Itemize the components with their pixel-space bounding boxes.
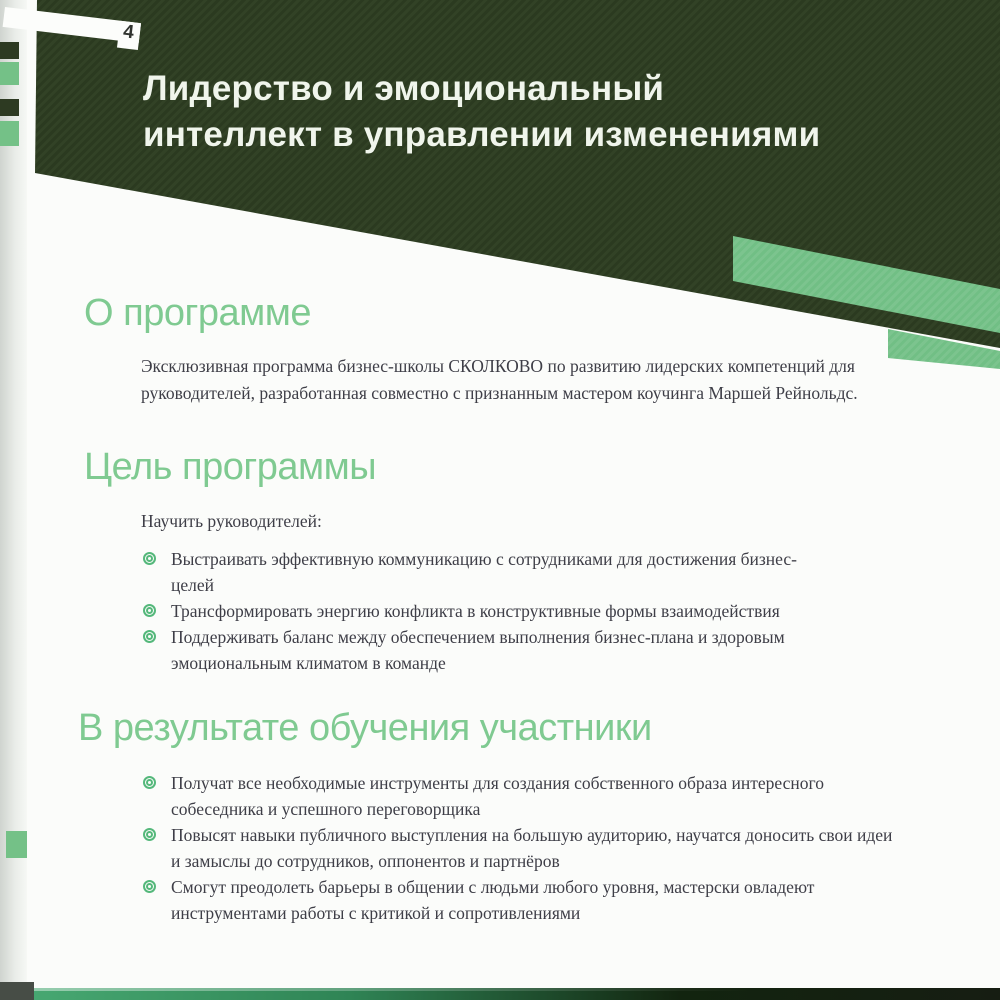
- bullet-target-icon: [143, 828, 156, 841]
- spine-stripe-light: [0, 62, 19, 85]
- bullet-target-icon: [143, 776, 156, 789]
- spine-stripe-dark: [0, 99, 19, 116]
- bottom-accent-bar: [0, 988, 1000, 1000]
- title-line-2: интеллект в управлении изменениями: [143, 115, 821, 154]
- goal-intro: Научить руководителей:: [141, 511, 322, 531]
- bullet-target-icon: [143, 880, 156, 893]
- bullet-item: [141, 598, 831, 624]
- bullet-target-icon: [143, 604, 156, 617]
- page-number: 4: [117, 21, 141, 50]
- bullet-item: [141, 546, 831, 598]
- bullet-text: Трансформировать энергию конфликта в конструктивные формы взаимодействия: [171, 601, 780, 621]
- spine-edge: [0, 0, 27, 1000]
- about-paragraph: Эксклюзивная программа бизнес-школы СКОЛКОВО по развитию лидерских компетенций для руководителей, разработанная совместно с признанным мастером коучинга Маршей Рейнольдс.: [141, 356, 858, 403]
- page-title: [143, 66, 820, 158]
- goal-bullet-list: [141, 546, 831, 676]
- section-heading-goal: Цель программы: [84, 446, 377, 488]
- bullet-target-icon: [143, 552, 156, 565]
- spine-stripe-light: [0, 121, 19, 146]
- results-bullet-list: [141, 770, 901, 926]
- bullet-item: [141, 822, 901, 874]
- bullet-target-icon: [143, 630, 156, 643]
- bullet-text: Выстраивать эффективную коммуникацию с сотрудниками для достижения бизнес-целей: [171, 549, 797, 595]
- spine-bottom-block: [0, 982, 34, 1000]
- spine-stripe-light: [6, 831, 27, 858]
- title-line-1: Лидерство и эмоциональный: [143, 69, 665, 108]
- section-heading-results: В результате обучения участники: [78, 707, 652, 749]
- bullet-text: Получат все необходимые инструменты для создания собственного образа интересного собеседника и успешного переговорщика: [171, 773, 824, 819]
- bullet-item: [141, 874, 901, 926]
- bullet-text: Смогут преодолеть барьеры в общении с людьми любого уровня, мастерски овладеют инструментами работы с критикой и сопротивлениями: [171, 877, 815, 923]
- section-heading-about: О программе: [84, 292, 311, 334]
- bullet-text: Поддерживать баланс между обеспечением выполнения бизнес-плана и здоровым эмоциональным климатом в команде: [171, 627, 785, 673]
- bullet-item: [141, 770, 901, 822]
- bullet-text: Повысят навыки публичного выступления на большую аудиторию, научатся доносить свои идеи и замыслы до сотрудников, оппонентов и партнёров: [171, 825, 893, 871]
- spine-stripe-dark: [0, 42, 19, 59]
- bullet-item: [141, 624, 831, 676]
